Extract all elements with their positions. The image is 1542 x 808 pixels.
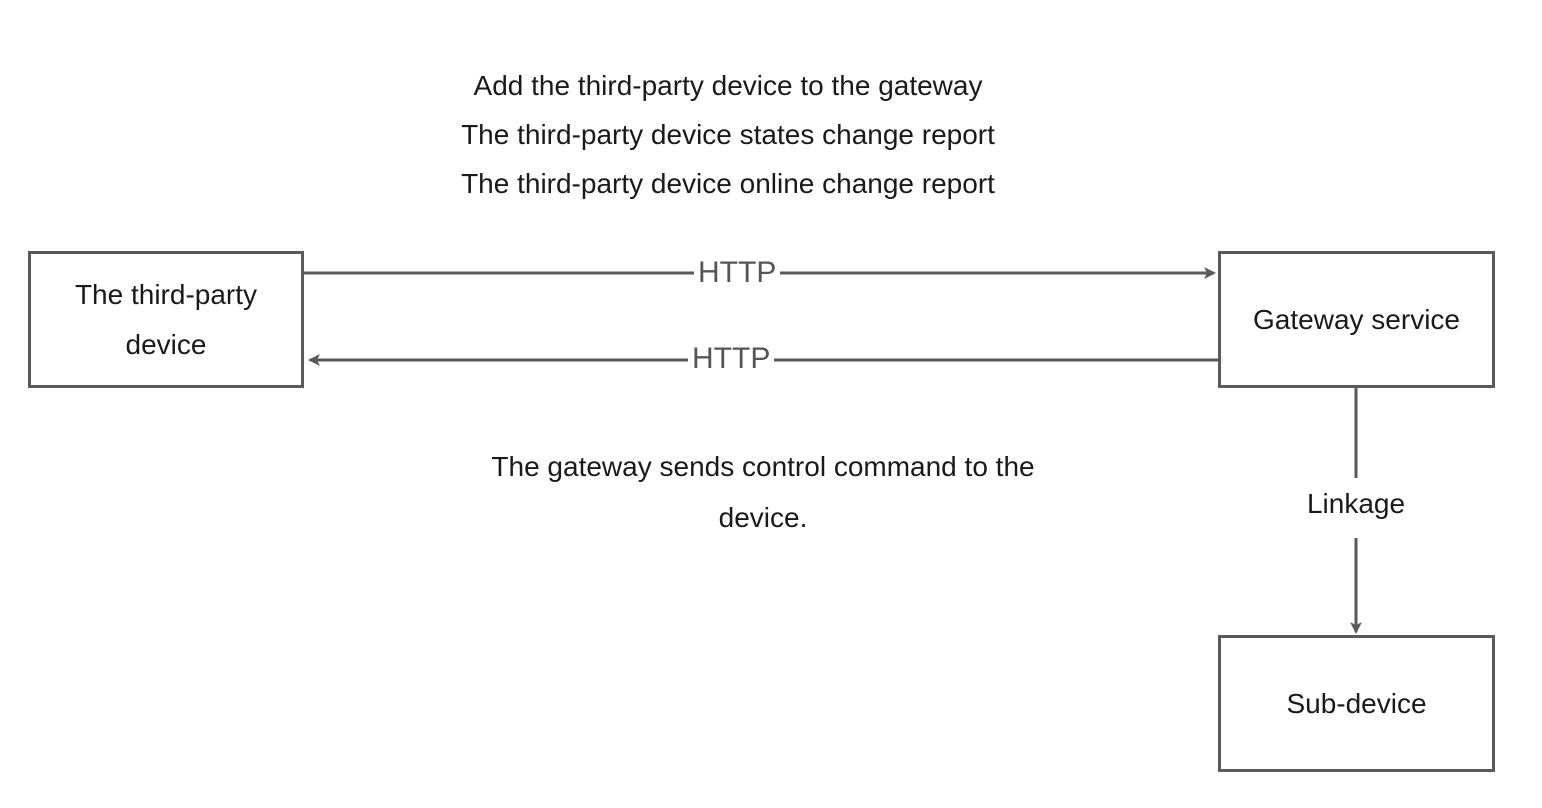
edge-label-http-upper: HTTP: [694, 256, 780, 290]
node-third-party-device: [28, 251, 304, 388]
node-subdevice-label: Sub-device: [1286, 687, 1427, 719]
note-online-report: The third-party device online change report: [461, 168, 995, 199]
note-add-device: Add the third-party device to the gateway: [473, 70, 983, 101]
edge-label-http-lower: HTTP: [688, 342, 774, 376]
node-sub-device: [1218, 635, 1495, 772]
node-third-party-label-line2: device: [125, 328, 207, 360]
note-control-command-line2: device.: [718, 502, 808, 533]
note-control-command-line1: The gateway sends control command to the: [491, 451, 1035, 482]
node-gateway-service: [1218, 251, 1495, 388]
node-gateway-label: Gateway service: [1253, 303, 1460, 335]
node-third-party-label-line1: The third-party: [74, 278, 258, 310]
edge-label-linkage: Linkage: [1306, 488, 1406, 519]
note-states-report: The third-party device states change report: [461, 119, 995, 150]
